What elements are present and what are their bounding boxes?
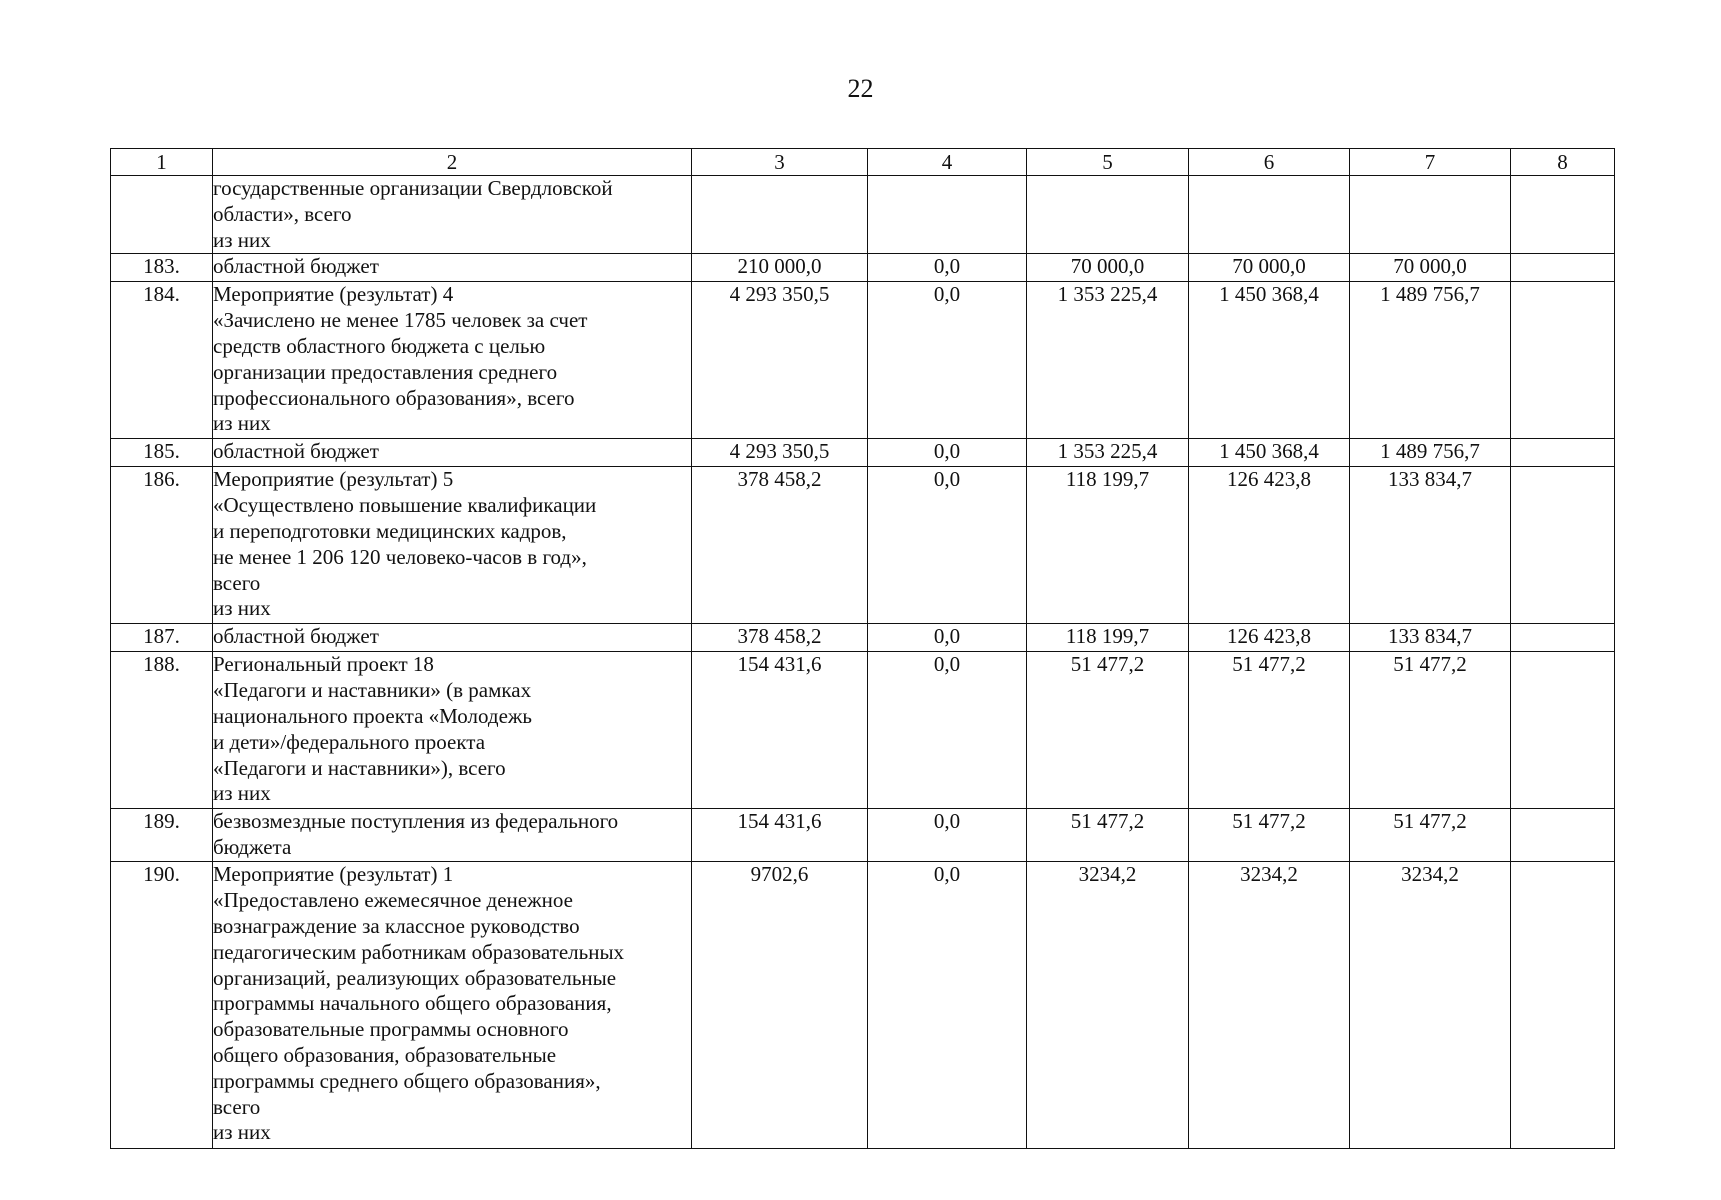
- cell-col4: 0,0: [868, 809, 1027, 862]
- row-name: Мероприятие (результат) 4 «Зачислено не менее 1785 человек за счет средств областного бюджета с целью организации предоставления среднего профессионального образования», всего из них: [213, 282, 692, 439]
- cell-col4: 0,0: [868, 439, 1027, 467]
- row-number: 188.: [111, 652, 213, 809]
- column-header: 7: [1350, 149, 1511, 176]
- row-name: безвозмездные поступления из федерального бюджета: [213, 809, 692, 862]
- cell-col7: 70 000,0: [1350, 254, 1511, 282]
- table-row: [111, 624, 1615, 652]
- table-row: [111, 652, 1615, 809]
- cell-col8: [1511, 624, 1615, 652]
- cell-col5: 51 477,2: [1027, 809, 1189, 862]
- cell-col4: 0,0: [868, 467, 1027, 624]
- cell-col4: 0,0: [868, 254, 1027, 282]
- cell-col7: 51 477,2: [1350, 652, 1511, 809]
- cell-col5: 1 353 225,4: [1027, 282, 1189, 439]
- cell-col7: 1 489 756,7: [1350, 282, 1511, 439]
- cell-col8: [1511, 862, 1615, 1149]
- cell-col4: 0,0: [868, 624, 1027, 652]
- page-number: 22: [847, 74, 874, 103]
- column-header: 6: [1189, 149, 1350, 176]
- row-number: 184.: [111, 282, 213, 439]
- cell-col7: 1 489 756,7: [1350, 439, 1511, 467]
- cell-col7: 51 477,2: [1350, 809, 1511, 862]
- table-row: [111, 176, 1615, 254]
- cell-col6: 1 450 368,4: [1189, 439, 1350, 467]
- cell-col4: 0,0: [868, 282, 1027, 439]
- row-number: 183.: [111, 254, 213, 282]
- cell-col6: [1189, 176, 1350, 254]
- cell-col3: [692, 176, 868, 254]
- cell-col5: 1 353 225,4: [1027, 439, 1189, 467]
- cell-col4: 0,0: [868, 862, 1027, 1149]
- cell-col6: 3234,2: [1189, 862, 1350, 1149]
- cell-col5: [1027, 176, 1189, 254]
- table-row: [111, 282, 1615, 439]
- row-name: государственные организации Свердловской области», всего из них: [213, 176, 692, 254]
- cell-col4: 0,0: [868, 652, 1027, 809]
- cell-col5: 118 199,7: [1027, 467, 1189, 624]
- cell-col7: 133 834,7: [1350, 624, 1511, 652]
- row-number: 187.: [111, 624, 213, 652]
- table-row: [111, 254, 1615, 282]
- cell-col6: 1 450 368,4: [1189, 282, 1350, 439]
- row-number: 185.: [111, 439, 213, 467]
- cell-col3: 378 458,2: [692, 467, 868, 624]
- cell-col5: 3234,2: [1027, 862, 1189, 1149]
- cell-col6: 70 000,0: [1189, 254, 1350, 282]
- column-header: 3: [692, 149, 868, 176]
- table-row: [111, 467, 1615, 624]
- cell-col5: 70 000,0: [1027, 254, 1189, 282]
- cell-col3: 154 431,6: [692, 809, 868, 862]
- cell-col8: [1511, 254, 1615, 282]
- row-name: Региональный проект 18 «Педагоги и наставники» (в рамках национального проекта «Молодежь и дети»/федерального проекта «Педагоги и наставники»), всего из них: [213, 652, 692, 809]
- cell-col3: 154 431,6: [692, 652, 868, 809]
- row-number: [111, 176, 213, 254]
- cell-col8: [1511, 176, 1615, 254]
- table-row: [111, 439, 1615, 467]
- row-name: областной бюджет: [213, 439, 692, 467]
- cell-col6: 51 477,2: [1189, 652, 1350, 809]
- cell-col3: 378 458,2: [692, 624, 868, 652]
- header-row: [111, 149, 1615, 176]
- column-header: 1: [111, 149, 213, 176]
- cell-col3: 210 000,0: [692, 254, 868, 282]
- cell-col4: [868, 176, 1027, 254]
- budget-table: [110, 148, 1615, 1149]
- cell-col5: 118 199,7: [1027, 624, 1189, 652]
- cell-col8: [1511, 439, 1615, 467]
- cell-col8: [1511, 467, 1615, 624]
- row-name: Мероприятие (результат) 1 «Предоставлено ежемесячное денежное вознаграждение за классное руководство педагогическим работникам образовательных организаций, реализующих образовательные программы начального общего образования, образовательные программы основного общего образования, образовательные программы среднего общего образования», всего из них: [213, 862, 692, 1149]
- cell-col3: 4 293 350,5: [692, 282, 868, 439]
- table-row: [111, 809, 1615, 862]
- table-row: [111, 862, 1615, 1149]
- cell-col7: 133 834,7: [1350, 467, 1511, 624]
- column-header: 5: [1027, 149, 1189, 176]
- cell-col3: 9702,6: [692, 862, 868, 1149]
- row-name: Мероприятие (результат) 5 «Осуществлено повышение квалификации и переподготовки медицинских кадров, не менее 1 206 120 человеко-часов в год», всего из них: [213, 467, 692, 624]
- cell-col6: 51 477,2: [1189, 809, 1350, 862]
- column-header: 8: [1511, 149, 1615, 176]
- cell-col5: 51 477,2: [1027, 652, 1189, 809]
- column-header: 4: [868, 149, 1027, 176]
- column-header: 2: [213, 149, 692, 176]
- row-number: 190.: [111, 862, 213, 1149]
- cell-col6: 126 423,8: [1189, 624, 1350, 652]
- row-name: областной бюджет: [213, 254, 692, 282]
- row-number: 186.: [111, 467, 213, 624]
- cell-col7: 3234,2: [1350, 862, 1511, 1149]
- cell-col6: 126 423,8: [1189, 467, 1350, 624]
- cell-col3: 4 293 350,5: [692, 439, 868, 467]
- cell-col8: [1511, 809, 1615, 862]
- row-name: областной бюджет: [213, 624, 692, 652]
- row-number: 189.: [111, 809, 213, 862]
- cell-col8: [1511, 652, 1615, 809]
- cell-col8: [1511, 282, 1615, 439]
- cell-col7: [1350, 176, 1511, 254]
